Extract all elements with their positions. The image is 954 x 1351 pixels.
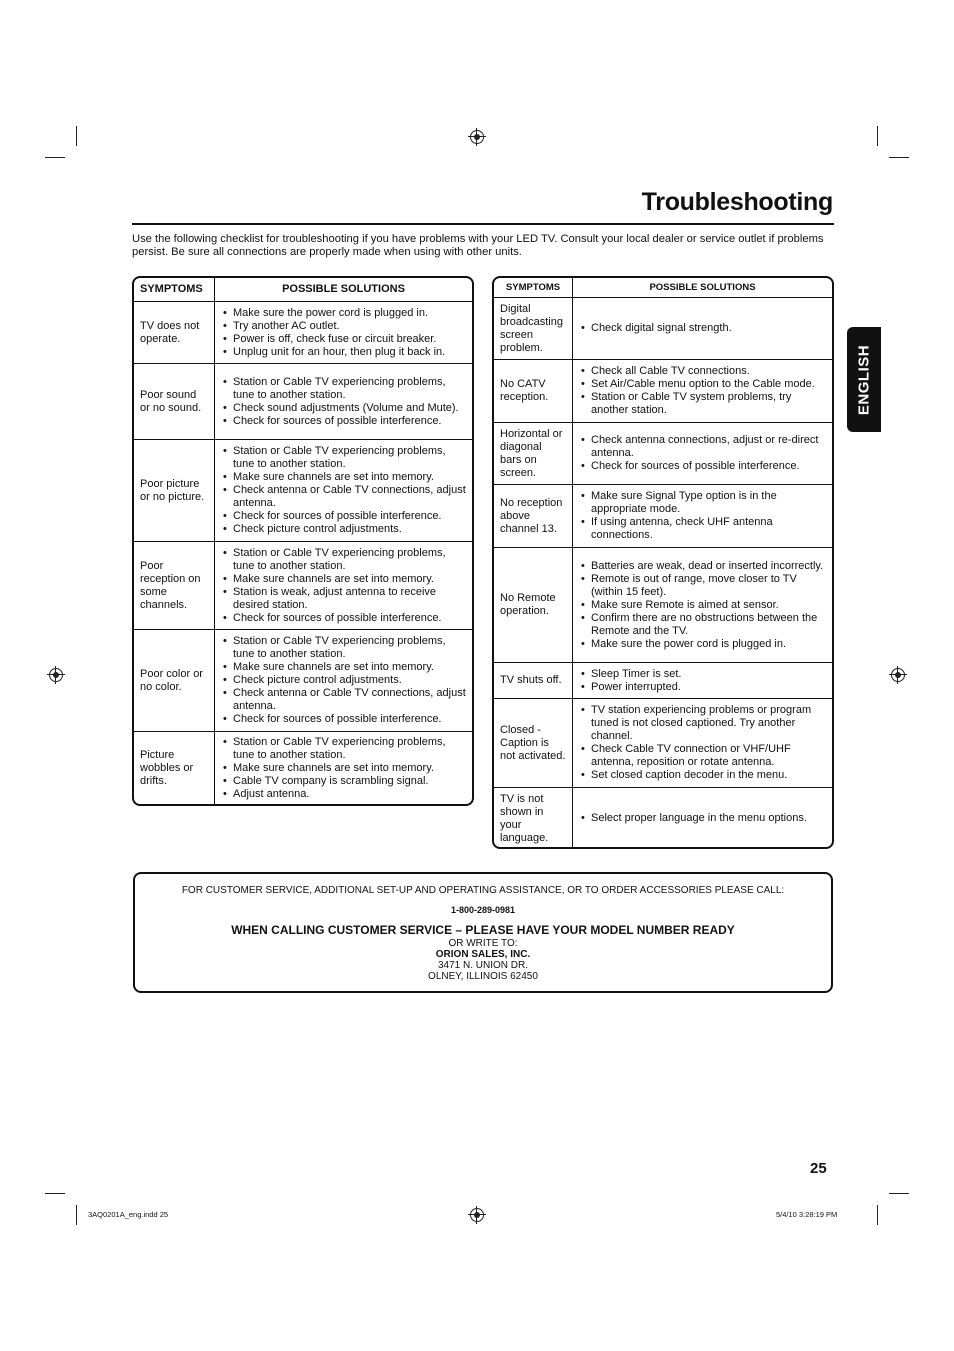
solution-item: • Adjust antenna. (233, 788, 466, 801)
solution-item: • Station or Cable TV experiencing problems, tune to another station. (233, 547, 466, 573)
solutions-cell (573, 788, 833, 850)
table-row (134, 440, 472, 542)
table-row (134, 732, 472, 806)
solution-item: • Station or Cable TV system problems, try another station. (591, 391, 826, 417)
symptoms-header: SYMPTOMS (494, 278, 573, 298)
solution-item: • Check Cable TV connection or VHF/UHF antenna, reposition or rotate antenna. (591, 743, 826, 769)
symptom-cell: TV shuts off. (494, 663, 573, 699)
solution-item: • Power interrupted. (591, 681, 826, 694)
solutions-cell (215, 732, 473, 806)
registration-mark-icon (470, 1208, 484, 1222)
left-troubleshooting-table (132, 276, 474, 806)
service-company: ORION SALES, INC. (435, 949, 531, 960)
crop-mark (45, 157, 65, 158)
footer-file: 3AQ0201A_eng.indd 25 (88, 1210, 169, 1219)
solution-item: • Check for sources of possible interference. (233, 612, 466, 625)
solution-item: • Remote is out of range, move closer to TV (within 15 feet). (591, 573, 826, 599)
table-row (494, 298, 832, 360)
solutions-cell (215, 542, 473, 630)
symptom-cell: Picture wobbles or drifts. (134, 732, 215, 806)
service-call-text: FOR CUSTOMER SERVICE, ADDITIONAL SET-UP AND OPERATING ASSISTANCE, OR TO ORDER ACCESSORIES PLEASE CALL: (181, 885, 785, 896)
symptom-cell: Digital broadcasting screen problem. (494, 298, 573, 360)
solution-item: • Station or Cable TV experiencing problems, tune to another station. (233, 736, 466, 762)
table-row (494, 423, 832, 485)
crop-mark (45, 1193, 65, 1194)
service-notice: WHEN CALLING CUSTOMER SERVICE – PLEASE HAVE YOUR MODEL NUMBER READY (231, 923, 735, 937)
symptom-cell: No Remote operation. (494, 548, 573, 663)
table-row (494, 485, 832, 548)
solution-item: • Sleep Timer is set. (591, 668, 826, 681)
crop-mark (889, 157, 909, 158)
right-troubleshooting-table (492, 276, 834, 849)
customer-service-box (133, 872, 833, 993)
solution-item: • Check sound adjustments (Volume and Mute). (233, 402, 466, 415)
solution-item: • Make sure channels are set into memory. (233, 471, 466, 484)
solution-item: • TV station experiencing problems or program tuned is not closed captioned. Try another channel. (591, 704, 826, 743)
solution-item: • Check for sources of possible interference. (233, 713, 466, 726)
solutions-header: POSSIBLE SOLUTIONS (215, 278, 473, 302)
solutions-cell (573, 360, 833, 423)
solution-item: • Make sure Signal Type option is in the appropriate mode. (591, 490, 826, 516)
solution-item: • Check for sources of possible interference. (233, 415, 466, 428)
crop-mark (76, 126, 77, 146)
solutions-header: POSSIBLE SOLUTIONS (573, 278, 833, 298)
table-row (134, 630, 472, 732)
table-row (494, 360, 832, 423)
table-row (134, 542, 472, 630)
crop-mark (877, 1205, 878, 1225)
symptoms-header: SYMPTOMS (134, 278, 215, 302)
service-phone: 1-800-289-0981 (450, 905, 516, 915)
symptom-cell: Poor reception on some channels. (134, 542, 215, 630)
table-row (494, 548, 832, 663)
solution-item: • Make sure the power cord is plugged in. (233, 307, 466, 320)
solution-item: • Station or Cable TV experiencing problems, tune to another station. (233, 445, 466, 471)
solution-item: • Unplug unit for an hour, then plug it back in. (233, 346, 466, 359)
title-rule (132, 223, 834, 225)
language-tab (847, 327, 881, 432)
table-row (494, 699, 832, 788)
solutions-cell (215, 440, 473, 542)
solution-item: • Power is off, check fuse or circuit breaker. (233, 333, 466, 346)
solution-item: • Batteries are weak, dead or inserted incorrectly. (591, 560, 826, 573)
solutions-cell (573, 663, 833, 699)
registration-mark-icon (49, 668, 63, 682)
solution-item: • Check for sources of possible interference. (591, 460, 826, 473)
solution-item: • Station is weak, adjust antenna to receive desired station. (233, 586, 466, 612)
page-number: 25 (810, 1160, 827, 1177)
solutions-cell (573, 298, 833, 360)
symptom-cell: Poor sound or no sound. (134, 364, 215, 440)
footer-date: 5/4/10 3:28:19 PM (776, 1210, 838, 1219)
solution-item: • Select proper language in the menu options. (591, 812, 826, 825)
solution-item: • Check all Cable TV connections. (591, 365, 826, 378)
service-write: OR WRITE TO: (448, 938, 518, 949)
symptom-cell: Horizontal or diagonal bars on screen. (494, 423, 573, 485)
crop-mark (877, 126, 878, 146)
solutions-cell (215, 630, 473, 732)
solutions-cell (573, 485, 833, 548)
solution-item: • Check antenna or Cable TV connections, adjust antenna. (233, 687, 466, 713)
solutions-cell (573, 548, 833, 663)
symptom-cell: TV does not operate. (134, 302, 215, 364)
solution-item: • Try another AC outlet. (233, 320, 466, 333)
registration-mark-icon (891, 668, 905, 682)
table-row (134, 364, 472, 440)
solution-item: • Make sure the power cord is plugged in. (591, 638, 826, 651)
symptom-cell: Closed - Caption is not activated. (494, 699, 573, 788)
solution-item: • Station or Cable TV experiencing problems, tune to another station. (233, 376, 466, 402)
solution-item: • Set closed caption decoder in the menu. (591, 769, 826, 782)
symptom-cell: No reception above channel 13. (494, 485, 573, 548)
symptom-cell: No CATV reception. (494, 360, 573, 423)
page-title: Troubleshooting (641, 188, 833, 216)
solution-item: • Check for sources of possible interference. (233, 510, 466, 523)
solution-item: • Check picture control adjustments. (233, 674, 466, 687)
symptom-cell: Poor color or no color. (134, 630, 215, 732)
solution-item: • Check antenna or Cable TV connections, adjust antenna. (233, 484, 466, 510)
solutions-cell (573, 699, 833, 788)
solution-item: • Check digital signal strength. (591, 322, 826, 335)
crop-mark (76, 1205, 77, 1225)
solution-item: • Confirm there are no obstructions between the Remote and the TV. (591, 612, 826, 638)
solution-item: • Make sure channels are set into memory. (233, 661, 466, 674)
language-tab-label: ENGLISH (855, 344, 873, 415)
registration-mark-icon (470, 130, 484, 144)
solution-item: • If using antenna, check UHF antenna connections. (591, 516, 826, 542)
crop-mark (889, 1193, 909, 1194)
service-city: OLNEY, ILLINOIS 62450 (428, 971, 538, 982)
solution-item: • Station or Cable TV experiencing problems, tune to another station. (233, 635, 466, 661)
symptom-cell: TV is not shown in your language. (494, 788, 573, 850)
solutions-cell (573, 423, 833, 485)
solution-item: • Make sure channels are set into memory. (233, 762, 466, 775)
solution-item: • Make sure channels are set into memory. (233, 573, 466, 586)
service-street: 3471 N. UNION DR. (437, 960, 529, 971)
symptom-cell: Poor picture or no picture. (134, 440, 215, 542)
solutions-cell (215, 364, 473, 440)
solutions-cell (215, 302, 473, 364)
table-row (494, 663, 832, 699)
solution-item: • Check antenna connections, adjust or re-direct antenna. (591, 434, 826, 460)
solution-item: • Check picture control adjustments. (233, 523, 466, 536)
solution-item: • Cable TV company is scrambling signal. (233, 775, 466, 788)
intro-text: Use the following checklist for troubleshooting if you have problems with your LED TV. Consult your local dealer or service outlet if problems persist. Be sure all connections are properly made when using with other units. (132, 233, 824, 258)
table-row (134, 302, 472, 364)
solution-item: • Make sure Remote is aimed at sensor. (591, 599, 826, 612)
table-row (494, 788, 832, 850)
solution-item: • Set Air/Cable menu option to the Cable mode. (591, 378, 826, 391)
